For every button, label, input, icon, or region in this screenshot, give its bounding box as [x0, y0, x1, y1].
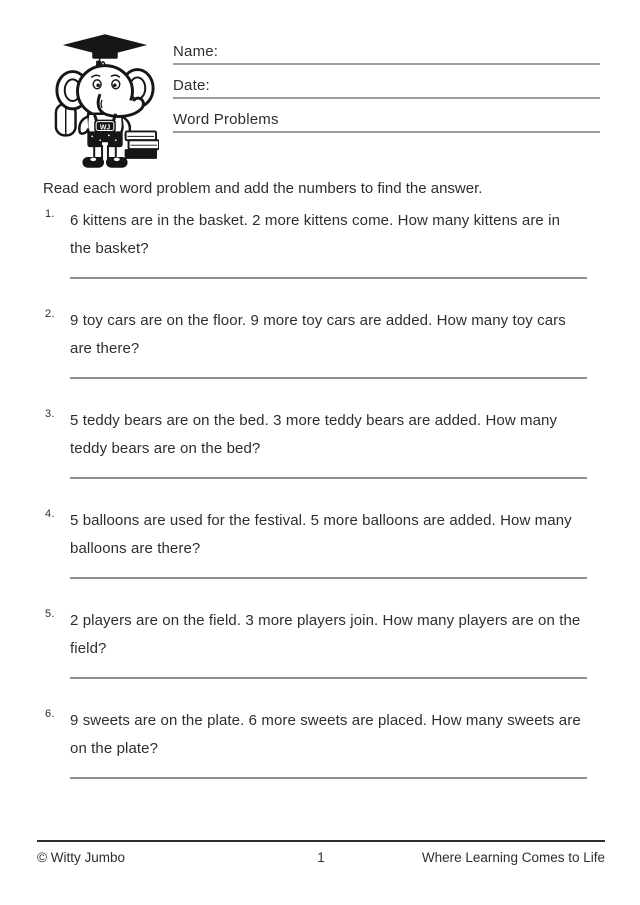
worksheet-title-field [173, 111, 600, 133]
problem-text: 6 kittens are in the basket. 2 more kittens come. How many kittens are in the basket? [70, 212, 561, 257]
problem-item-4 [43, 504, 600, 604]
name-field [173, 43, 600, 65]
instruction-text: Read each word problem and add the numbers to find the answer. [43, 180, 483, 197]
problem-text: 5 teddy bears are on the bed. 3 more teddy bears are added. How many teddy bears are on the bed? [70, 412, 558, 457]
problem-number: 5. [45, 608, 55, 620]
elephant-mascot-svg [51, 31, 159, 171]
name-label: Name: [173, 43, 219, 60]
problem-number: 6. [45, 708, 55, 720]
page-number: 1 [317, 850, 325, 865]
footer-tagline: Where Learning Comes to Life [421, 850, 605, 865]
problem-text: 5 balloons are used for the festival. 5 more balloons are added. How many balloons are there? [70, 512, 572, 557]
problem-text: 9 toy cars are on the floor. 9 more toy cars are added. How many toy cars are there? [70, 312, 566, 357]
problem-number: 2. [45, 308, 55, 320]
problem-text: 9 sweets are on the plate. 6 more sweets are placed. How many sweets are on the plate? [70, 712, 581, 757]
header [173, 43, 600, 145]
mascot-badge-text: WJ [99, 124, 111, 132]
problem-item-1 [43, 204, 600, 304]
answer-line [70, 677, 587, 679]
problem-item-5 [43, 604, 600, 704]
problem-item-2 [43, 304, 600, 404]
answer-line [70, 277, 587, 279]
problem-item-6 [43, 704, 600, 804]
problem-number: 4. [45, 508, 55, 520]
problem-list [43, 204, 600, 804]
answer-line [70, 377, 587, 379]
problem-item-3 [43, 404, 600, 504]
footer-copyright: © Witty Jumbo [37, 850, 125, 865]
answer-line [70, 777, 587, 779]
problem-number: 1. [45, 208, 55, 220]
problem-text: 2 players are on the field. 3 more players join. How many players are on the field? [70, 612, 581, 657]
elephant-graduate-mascot-icon [51, 31, 159, 171]
worksheet-title: Word Problems [173, 111, 279, 128]
footer-divider [37, 840, 605, 842]
answer-line [70, 577, 587, 579]
problem-number: 3. [45, 408, 55, 420]
footer [37, 850, 605, 866]
answer-line [70, 477, 587, 479]
date-field [173, 77, 600, 99]
date-label: Date: [173, 77, 210, 94]
